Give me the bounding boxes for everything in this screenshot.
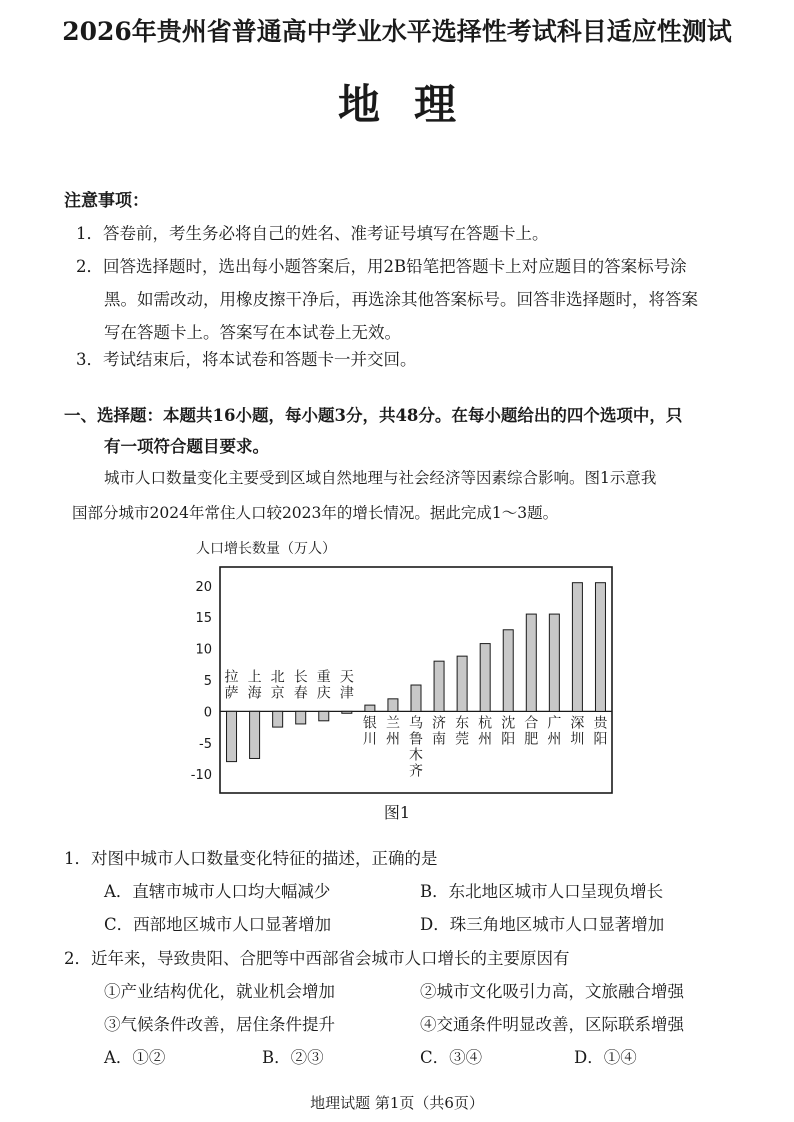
q2-statement-2: ②城市文化吸引力高，文旅融合增强 (420, 982, 684, 1001)
figure-caption: 图1 (383, 803, 411, 822)
intro-text: 城市人口数量变化主要受到区域自然地理与社会经济等因素综合影响。图1示意我 (104, 469, 657, 487)
category-label: 广州 (547, 715, 562, 748)
category-label: 长春 (293, 669, 308, 702)
y-tick-label: 5 (203, 674, 212, 689)
bar (296, 711, 306, 724)
category-label: 银川 (362, 715, 377, 748)
category-label: 贵阳 (593, 715, 608, 748)
q1-option-a[interactable]: A．直辖市城市人口均大幅减少 (104, 882, 331, 901)
category-label: 北京 (270, 669, 285, 702)
population-chart (180, 535, 620, 825)
notice-item-2-cont: 黑。如需改动，用橡皮擦干净后，再选涂其他答案标号。回答非选择题时，将答案 (104, 290, 698, 309)
bar (411, 685, 421, 711)
category-label: 天津 (339, 669, 354, 702)
q2-option-c[interactable]: C．③④ (420, 1048, 483, 1067)
bar (250, 711, 260, 758)
category-label: 兰州 (385, 715, 400, 748)
category-label: 合肥 (524, 715, 539, 748)
y-tick-label: 15 (195, 611, 212, 627)
subject-title: 地理 (337, 80, 490, 129)
chart-svg (180, 535, 620, 800)
q1-option-c[interactable]: C．西部地区城市人口显著增加 (104, 915, 332, 934)
q2-statement-1: ①产业结构优化，就业机会增加 (104, 982, 335, 1001)
q1-option-b[interactable]: B．东北地区城市人口呈现负增长 (420, 882, 664, 901)
notice-item-3: 3．考试结束后，将本试卷和答题卡一并交回。 (76, 350, 417, 369)
category-label: 上海 (247, 669, 262, 702)
notice-item-2: 2．回答选择题时，选出每小题答案后，用2B铅笔把答题卡上对应题目的答案标号涂 (76, 257, 687, 276)
section-heading: 一、选择题：本题共16小题，每小题3分，共48分。在每小题给出的四个选项中，只 (64, 406, 683, 425)
intro-text-cont: 国部分城市2024年常住人口较2023年的增长情况。据此完成1～3题。 (72, 504, 559, 522)
q1-stem: 1．对图中城市人口数量变化特征的描述，正确的是 (64, 849, 438, 868)
category-label: 拉萨 (224, 669, 239, 702)
notice-item-1: 1．答卷前，考生务必将自己的姓名、准考证号填写在答题卡上。 (76, 224, 549, 243)
q2-statement-3: ③气候条件改善，居住条件提升 (104, 1015, 335, 1034)
notice-item-2-cont2: 写在答题卡上。答案写在本试卷上无效。 (104, 323, 401, 342)
y-tick-label: -5 (199, 736, 212, 752)
q1-option-d[interactable]: D．珠三角地区城市人口显著增加 (420, 915, 665, 934)
q2-statement-4: ④交通条件明显改善，区际联系增强 (420, 1015, 684, 1034)
bar (388, 699, 398, 712)
page-footer: 地理试题 第1页（共6页） (310, 1094, 484, 1112)
bar (572, 583, 582, 712)
bar (457, 656, 467, 711)
q2-option-a[interactable]: A．①② (104, 1048, 166, 1067)
category-label: 重庆 (316, 669, 331, 702)
notice-heading: 注意事项： (64, 191, 149, 211)
y-tick-label: 0 (203, 705, 212, 721)
y-tick-label: 20 (195, 579, 212, 595)
category-label: 乌鲁木齐 (409, 715, 423, 780)
bar (480, 644, 490, 712)
bar (503, 630, 513, 712)
category-label: 杭州 (478, 715, 493, 748)
bar (319, 711, 329, 720)
bar (549, 614, 559, 711)
y-axis-label: 人口增长数量（万人） (196, 541, 336, 557)
q2-stem: 2．近年来，导致贵阳、合肥等中西部省会城市人口增长的主要原因有 (64, 949, 570, 968)
category-label: 沈阳 (501, 715, 516, 748)
bar (342, 711, 352, 713)
q2-option-b[interactable]: B．②③ (262, 1048, 324, 1067)
section-heading-cont: 有一项符合题目要求。 (104, 437, 269, 456)
bar (595, 583, 605, 712)
q2-option-d[interactable]: D．①④ (574, 1048, 637, 1067)
category-label: 东莞 (455, 715, 470, 748)
bar (273, 711, 283, 727)
category-label: 济南 (432, 715, 447, 748)
bar (227, 711, 237, 761)
y-tick-label: -10 (190, 768, 212, 784)
exam-title: 2026年贵州省普通高中学业水平选择性考试科目适应性测试 (62, 17, 732, 46)
category-label: 深圳 (570, 715, 585, 748)
bar (365, 705, 375, 711)
y-tick-label: 10 (195, 642, 212, 658)
bar (526, 614, 536, 711)
bar (434, 661, 444, 711)
